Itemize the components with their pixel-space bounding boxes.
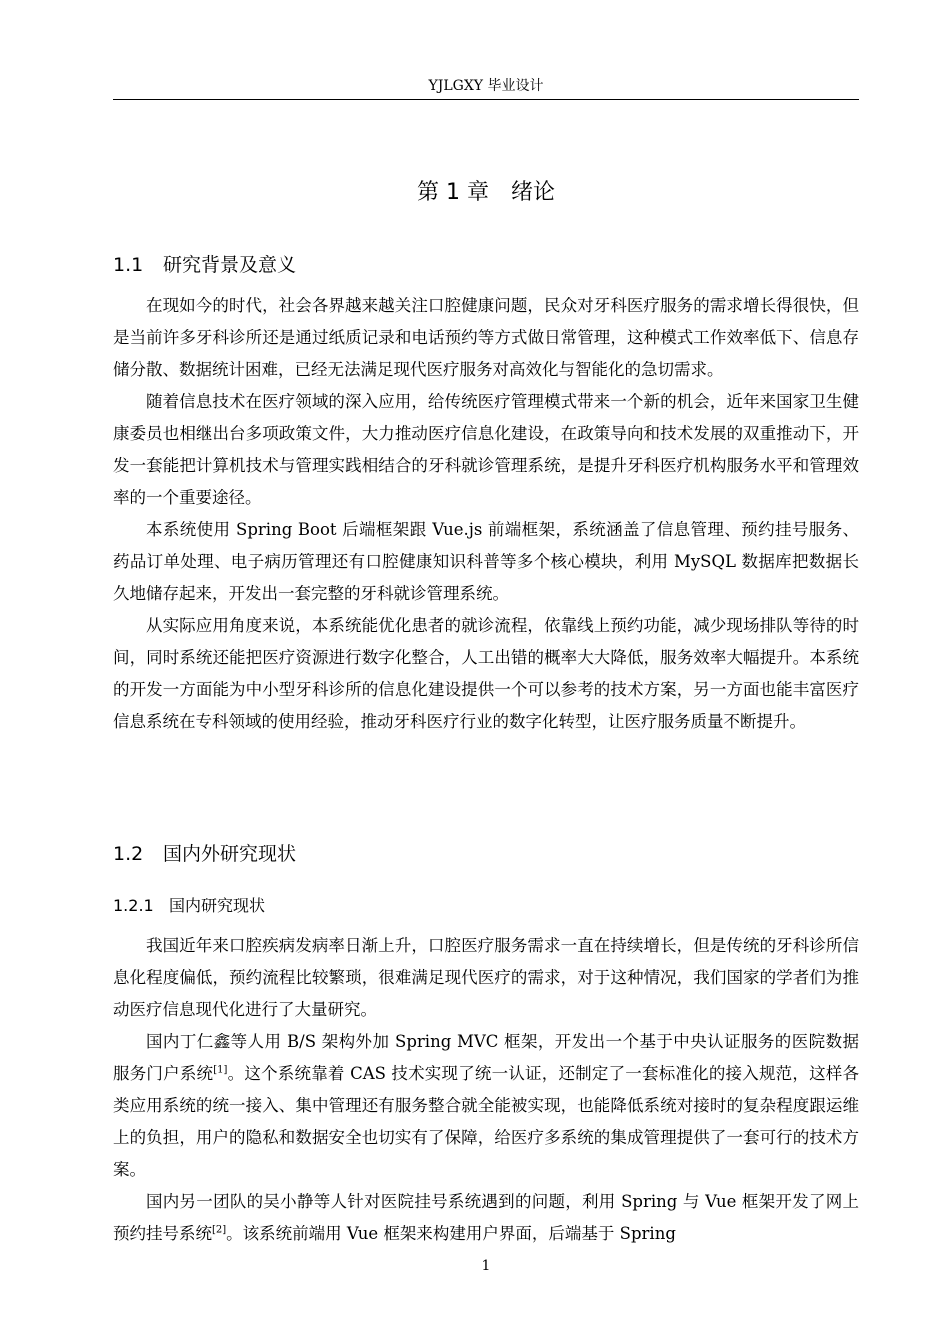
paragraph-text: 国内另一团队的吴小静等人针对医院挂号系统遇到的问题，利用 Spring 与 Vue 框架开发了网上预约挂号系统 (113, 1192, 859, 1243)
section-title: 研究背景及意义 (163, 254, 297, 276)
paragraph (113, 1026, 859, 1186)
paragraph-text: 。该系统前端用 Vue 框架来构建用户界面，后端基于 Spring (226, 1224, 676, 1243)
section-heading-1-1 (113, 251, 859, 279)
subsection-heading-1-2-1 (113, 894, 859, 918)
page-number: 1 (481, 1258, 491, 1274)
citation-ref[interactable]: [2] (212, 1224, 227, 1236)
section-1-1-body (113, 290, 859, 738)
subsection-number: 1.2.1 (113, 896, 154, 915)
section-1-2-1-body (113, 930, 859, 1250)
paragraph: 本系统使用 Spring Boot 后端框架跟 Vue.js 前端框架，系统涵盖了信息管理、预约挂号服务、药品订单处理、电子病历管理还有口腔健康知识科普等多个核心模块，利用 MySQL 数据库把数据长久地储存起来，开发出一套完整的牙科就诊管理系统。 (113, 520, 859, 603)
running-header: YJLGXY 毕业设计 (428, 78, 544, 94)
chapter-title: 第 1 章 绪论 (417, 180, 555, 205)
section-number: 1.2 (113, 843, 144, 865)
subsection-title: 国内研究现状 (169, 896, 266, 915)
section-number: 1.1 (113, 254, 144, 276)
header-rule (113, 99, 859, 100)
paragraph: 在现如今的时代，社会各界越来越关注口腔健康问题，民众对牙科医疗服务的需求增长得很快，但是当前许多牙科诊所还是通过纸质记录和电话预约等方式做日常管理，这种模式工作效率低下、信息存储分散、数据统计困难，已经无法满足现代医疗服务对高效化与智能化的急切需求。 (113, 296, 859, 379)
paragraph (113, 1186, 859, 1250)
citation-ref[interactable]: [1] (213, 1064, 228, 1076)
section-title: 国内外研究现状 (163, 843, 297, 865)
section-heading-1-2 (113, 840, 859, 868)
paragraph: 我国近年来口腔疾病发病率日渐上升，口腔医疗服务需求一直在持续增长，但是传统的牙科诊所信息化程度偏低，预约流程比较繁琐，很难满足现代医疗的需求，对于这种情况，我们国家的学者们为推动医疗信息现代化进行了大量研究。 (113, 936, 859, 1019)
paragraph-text: 。这个系统靠着 CAS 技术实现了统一认证，还制定了一套标准化的接入规范，这样各类应用系统的统一接入、集中管理还有服务整合就全能被实现，也能降低系统对接时的复杂程度跟运维上的负担，用户的隐私和数据安全也切实有了保障，给医疗多系统的集成管理提供了一套可行的技术方案。 (113, 1064, 860, 1179)
paragraph: 随着信息技术在医疗领域的深入应用，给传统医疗管理模式带来一个新的机会，近年来国家卫生健康委员也相继出台多项政策文件，大力推动医疗信息化建设，在政策导向和技术发展的双重推动下，开发一套能把计算机技术与管理实践相结合的牙科就诊管理系统，是提升牙科医疗机构服务水平和管理效率的一个重要途径。 (113, 392, 859, 507)
paragraph: 从实际应用角度来说，本系统能优化患者的就诊流程，依靠线上预约功能，减少现场排队等待的时间，同时系统还能把医疗资源进行数字化整合，人工出错的概率大大降低，服务效率大幅提升。本系统的开发一方面能为中小型牙科诊所的信息化建设提供一个可以参考的技术方案，另一方面也能丰富医疗信息系统在专科领域的使用经验，推动牙科医疗行业的数字化转型，让医疗服务质量不断提升。 (113, 616, 859, 731)
paragraph-text: 国内丁仁鑫等人用 B/S 架构外加 Spring MVC 框架，开发出一个基于中央认证服务的医院数据服务门户系统 (113, 1032, 859, 1083)
